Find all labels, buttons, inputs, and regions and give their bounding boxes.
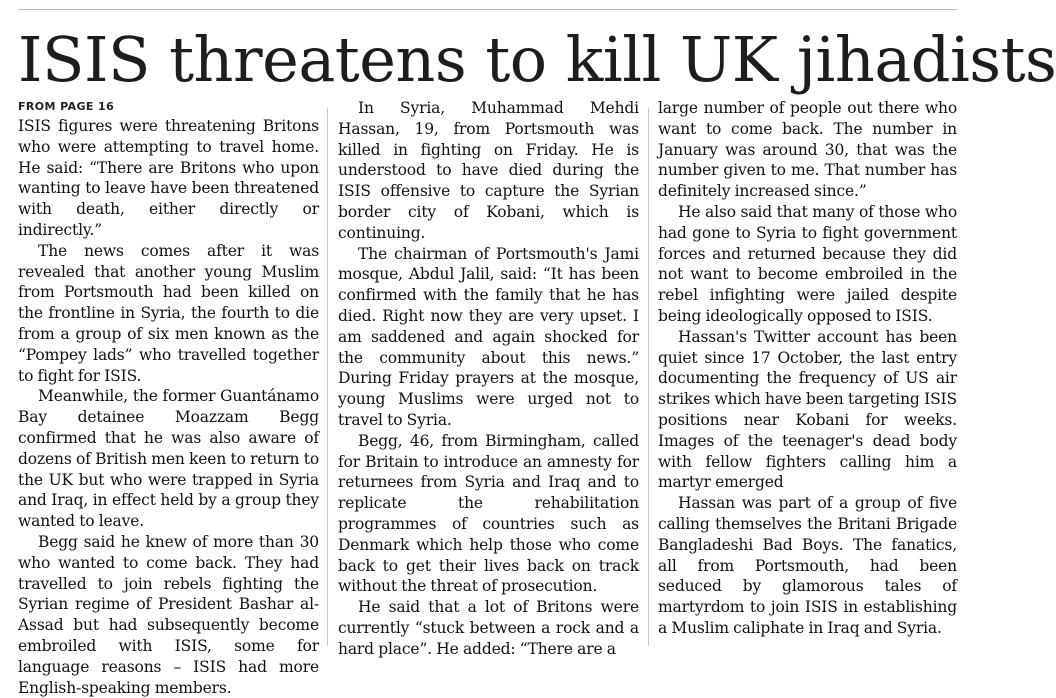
- paragraph: He also said that many of those who had gone to Syria to fight government forces and returned because they did not want to become embroiled in the rebel infighting were jailed despite being ideologically opposed to ISIS.: [658, 202, 957, 325]
- headline: ISIS threatens to kill UK jihadists: [18, 23, 1056, 96]
- column-divider: [648, 108, 649, 646]
- top-rule: [18, 9, 957, 10]
- paragraph: In Syria, Muhammad Mehdi Hassan, 19, from Portsmouth was killed in fighting on Friday. He is understood to have died during the ISIS offensive to capture the Syrian border city of Kobani, which is continuing.: [338, 99, 639, 242]
- paragraph: ISIS figures were threatening Britons who were attempting to travel home. He said: “There are Britons who upon wanting to leave have been threatened with death, either directly or indirectly.”: [18, 117, 319, 239]
- paragraph: He said that a lot of Britons were currently “stuck between a rock and a hard place”. He added: “There are a: [338, 598, 639, 658]
- continuation-kicker: FROM PAGE 16: [18, 100, 115, 113]
- paragraph: Begg, 46, from Birmingham, called for Britain to introduce an amnesty for returnees from Syria and Iraq and to replicate the rehabilitation programmes of countries such as Denmark which help those who come back to get their lives back on track without the threat of prosecution.: [338, 431, 639, 596]
- paragraph: Hassan's Twitter account has been quiet since 17 October, the last entry documenting the frequency of US air strikes which have been targeting ISIS positions near Kobani for weeks. Images of the teenager's dead body with fellow fighters calling him a martyr emerged: [658, 327, 957, 492]
- article-column-2: [338, 98, 639, 658]
- article-column-1: [18, 98, 319, 697]
- column-divider: [327, 108, 328, 646]
- paragraph: Begg said he knew of more than 30 who wanted to come back. They had travelled to join rebels fighting the Syrian regime of President Bashar al-Assad but had subsequently become embroiled with ISIS, some for language reasons – ISIS had more English-speaking members.: [18, 532, 319, 697]
- paragraph: Meanwhile, the former Guantánamo Bay detainee Moazzam Begg confirmed that he was also aware of dozens of British men keen to return to the UK but who were trapped in Syria and Iraq, in effect held by a group they wanted to leave.: [18, 387, 319, 531]
- paragraph: The news comes after it was revealed that another young Muslim from Portsmouth had been killed on the frontline in Syria, the fourth to die from a group of six men known as the “Pompey lads” who travelled together to fight for ISIS.: [18, 241, 319, 385]
- paragraph: The chairman of Portsmouth's Jami mosque, Abdul Jalil, said: “It has been confirmed with the family that he has died. Right now they are very upset. I am saddened and again shocked for the community about this news.” During Friday prayers at the mosque, young Muslims were urged not to travel to Syria.: [338, 244, 639, 429]
- paragraph: Hassan was part of a group of five calling themselves the Britani Brigade Bangladeshi Bad Boys. The fanatics, all from Portsmouth, had been seduced by glamorous tales of martyrdom to join ISIS in establishing a Muslim caliphate in Iraq and Syria.: [658, 494, 957, 637]
- article-column-3: [658, 98, 957, 646]
- paragraph: large number of people out there who want to come back. The number in January was around 30, that was the number given to me. That number has definitely increased since.”: [658, 99, 957, 201]
